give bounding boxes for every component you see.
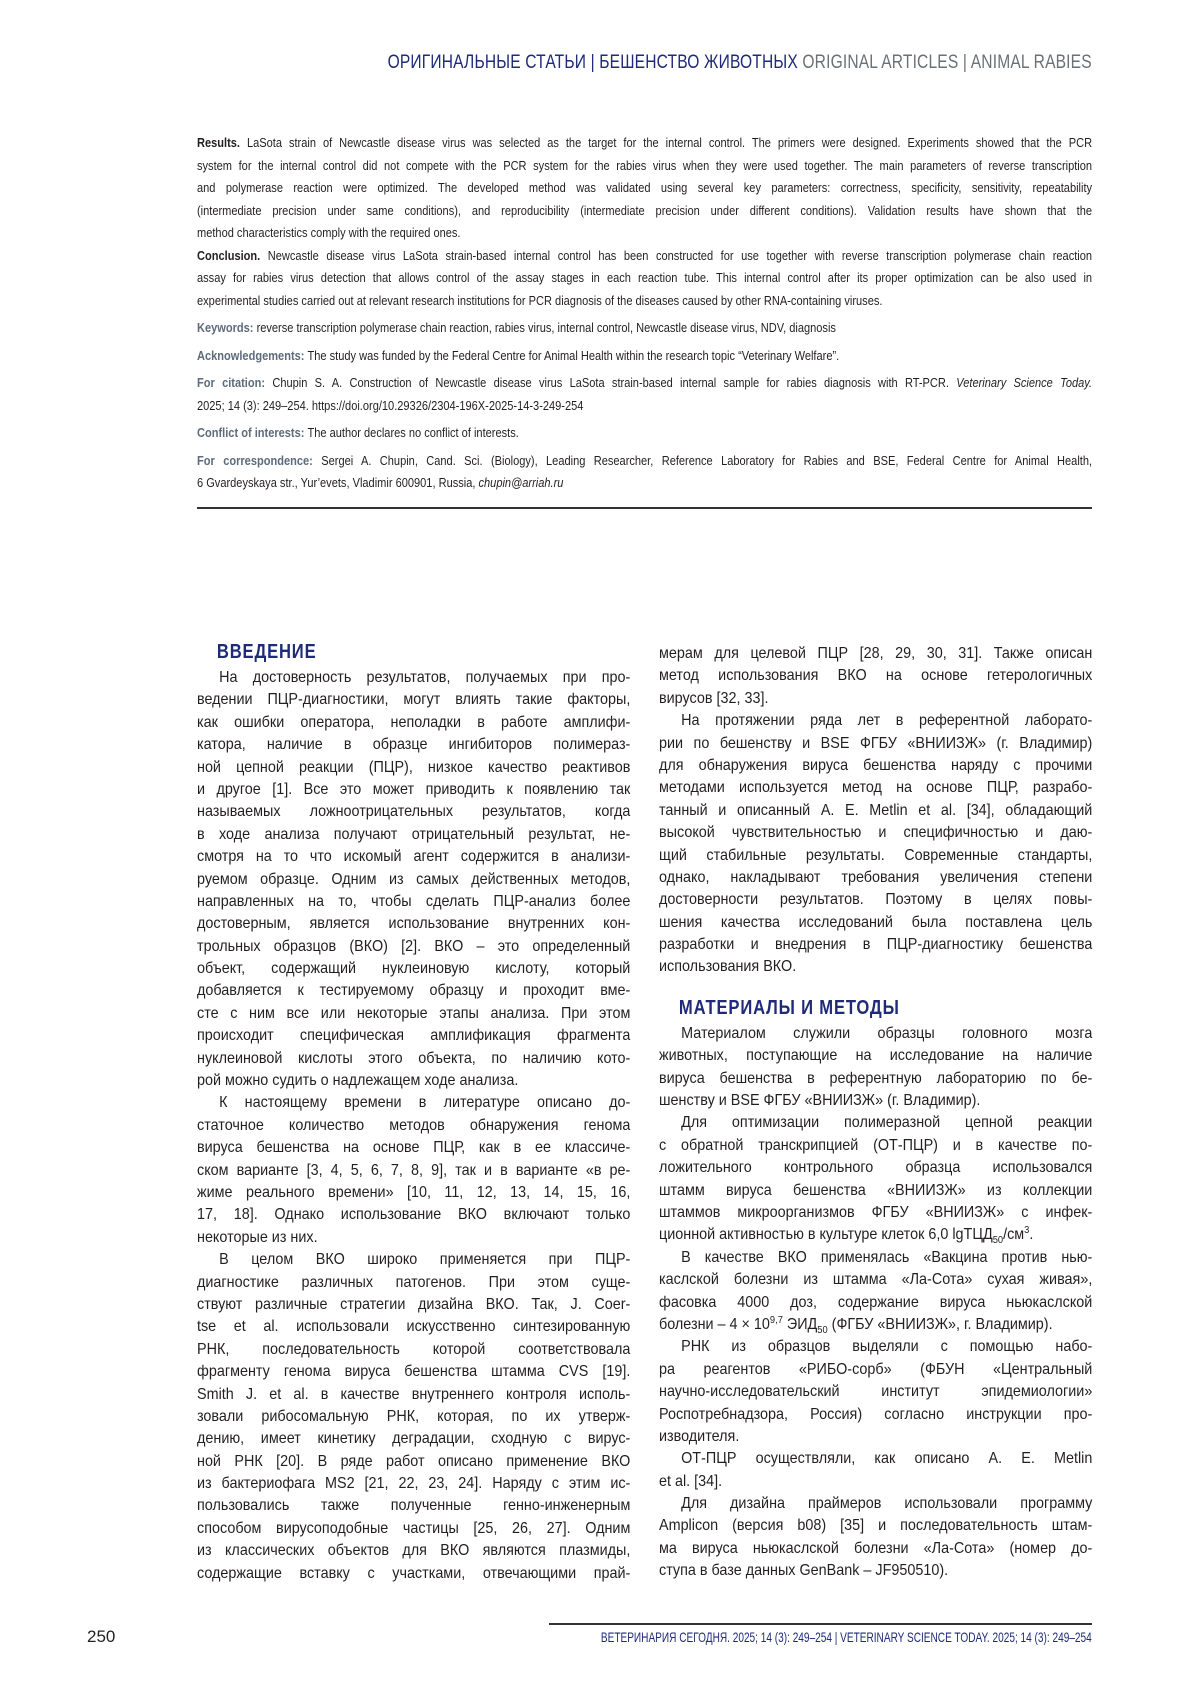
text-line: научно-исследовательский институт эпидемиологии» [659,1381,1092,1403]
text-segment: 50 [993,1235,1003,1246]
text-line: штамм вируса бешенства «ВНИИЗЖ» из коллекции [659,1180,1092,1202]
text-segment: 3 [1024,1225,1029,1236]
text-line: зовали рибосомальную РНК, которая, по их утверж- [197,1406,630,1428]
abstract-line: (intermediate precision under same conditions), and reproducibility (intermediate precision under different conditions). Validation results have shown that the [197,200,1092,223]
text-line: разработки и внедрения в ПЦР-диагностику бешенства [659,934,1092,956]
text-line: из классических объектов для ВКО являются плазмиды, [197,1540,630,1562]
text-line: вируса бешенства на основе ПЦР, как в ее классиче- [197,1137,630,1159]
text-line: ной РНК [20]. В ряде работ описано применение ВКО [197,1451,630,1473]
text-line: мерам для целевой ПЦР [28, 29, 30, 31]. Также описан [659,643,1092,665]
section-label: Conflict of interests: [197,425,308,440]
text-line: На протяжении ряда лет в референтной лаборато- [659,710,1092,732]
text-line: смотря на то что искомый агент содержится в анализи- [197,846,630,868]
text-line: происходит специфическая амплификация фрагмента [197,1025,630,1047]
text-line: пользовались также полученные генно-инженерным [197,1495,630,1517]
text-line: для обнаружения вируса бешенства наряду с прочими [659,755,1092,777]
running-header [388,52,1092,74]
text-line: объект, содержащий нуклеиновую кислоту, который [197,958,630,980]
text-line: руемом образце. Одним из самых действенных методов, [197,869,630,891]
text-line: из бактериофага MS2 [21, 22, 23, 24]. Наряду с этим ис- [197,1473,630,1495]
footer-divider [549,1623,1092,1625]
text-line: РНК из образцов выделяли с помощью набо- [659,1336,1092,1358]
text-line: ра реагентов «РИБО-сорб» (ФБУН «Центральный [659,1359,1092,1381]
section-heading: ВВЕДЕНИЕ [197,637,587,667]
text-line: изводителя. [659,1426,1092,1448]
text-line: 17, 18]. Однако использование ВКО включают только [197,1204,630,1226]
paragraph [659,1247,1092,1337]
text-line: В качестве ВКО применялась «Вакцина против нью- [659,1247,1092,1269]
text-line: вируса бешенства в референтную лабораторию по бе- [659,1068,1092,1090]
paragraph [659,710,1092,979]
text-line: рии по бешенству и BSE ФГБУ «ВНИИЗЖ» (г. Владимир) [659,733,1092,755]
text-line: каслской болезни из штамма «Ла-Сота» сухая живая», [659,1269,1092,1291]
text-line: способом вирусоподобные частицы [25, 26, 27]. Одним [197,1518,630,1540]
abstract-block [197,132,1092,495]
text-line: ском варианте [3, 4, 5, 6, 7, 8, 9], так и в варианте «в ре- [197,1160,630,1182]
text-line: метод использования ВКО на основе гетерологичных [659,665,1092,687]
text-line: ОТ-ПЦР осуществляли, как описано A. E. Metlin [659,1448,1092,1470]
text-line: трольных образцов (ВКО) [2]. ВКО – это определенный [197,936,630,958]
section-label: Results. [197,135,247,150]
text-line: шенству и BSE ФГБУ «ВНИИЗЖ» (г. Владимир). [659,1090,1092,1112]
text-segment: reverse transcription polymerase chain reaction, rabies virus, internal control, Newcastle disease virus, NDV, diagnosis [257,320,836,335]
right-column [659,643,1092,1583]
text-line: сте с ним все или некоторые этапы анализа. При этом [197,1003,630,1025]
abstract-paragraph [197,422,1092,445]
text-line: некоторые из них. [197,1227,630,1249]
text-line: В целом ВКО широко применяется при ПЦР- [197,1249,630,1271]
text-line: вирусов [32, 33]. [659,688,1092,710]
text-line: содержащие вставку с участками, отвечающими прай- [197,1563,630,1585]
text-line: жиме реального времени» [10, 11, 12, 13, 14, 15, 16, [197,1182,630,1204]
paragraph [659,1448,1092,1493]
text-segment: 9,7 [770,1315,783,1326]
text-line: штаммов микроорганизмов ФГБУ «ВНИИЗЖ» с инфек- [659,1202,1092,1224]
text-line: Для оптимизации полимеразной цепной реакции [659,1112,1092,1134]
text-line: ствуют различные стратегии дизайна ВКО. Так, J. Coer- [197,1294,630,1316]
text-line: животных, поступающие на исследование на наличие [659,1045,1092,1067]
journal-footer: ВЕТЕРИНАРИЯ СЕГОДНЯ. 2025; 14 (3): 249–254 | VETERINARY SCIENCE TODAY. 2025; 14 (3): 249–254 [601,1629,1092,1645]
abstract-line [197,245,1092,268]
text-line: Smith J. et al. в качестве внутреннего контроля исполь- [197,1384,630,1406]
abstract-paragraph [197,245,1092,313]
text-segment: Chupin S. A. Construction of Newcastle disease virus LaSota strain-based internal sample for rabies diagnosis with RT-PCR. [272,375,956,390]
text-line [659,1314,1092,1336]
text-line: однако, накладывают требования увеличения степени [659,867,1092,889]
text-segment: /см [1003,1226,1024,1243]
section-label: Acknowledgements: [197,348,308,363]
text-line: ной цепной реакции (ПЦР), низкое качество реактивов [197,757,630,779]
paragraph [659,1493,1092,1583]
text-line: К настоящему времени в литературе описано до- [197,1092,630,1114]
text-line: Роспотребнадзора, Россия) согласно инструкции про- [659,1404,1092,1426]
text-line: методами используется метод на основе ПЦР, разрабо- [659,777,1092,799]
text-line: в ходе анализа получают отрицательный результат, не- [197,824,630,846]
text-line: Материалом служили образцы головного мозга [659,1023,1092,1045]
text-segment: 50 [817,1325,827,1336]
abstract-line [197,317,1092,340]
text-segment: . [1029,1226,1033,1243]
text-line: катора, наличие в образце ингибиторов полимераз- [197,734,630,756]
abstract-line: assay for rabies virus detection that allows control of the assay stages in each reaction tube. This internal control after its proper optimization can be also used in [197,267,1092,290]
abstract-line: experimental studies carried out at relevant research institutions for PCR diagnosis of the diseases caused by other RNA-containing viruses. [197,290,1092,313]
section-label: Keywords: [197,320,257,335]
text-segment: ционной активностью в культуре клеток 6,0 lgТЦД [659,1226,993,1243]
section-heading: МАТЕРИАЛЫ И МЕТОДЫ [659,993,1049,1023]
text-line: дению, имеет кинетику деградации, сходную с вирус- [197,1428,630,1450]
text-line: фрагменту генома вируса бешенства штамма CVS [19]. [197,1361,630,1383]
abstract-line: system for the internal control did not compete with the PCR system for the rabies virus when they were used together. The main parameters of reverse transcription [197,155,1092,178]
text-line: танный и описанный A. E. Metlin et al. [34], обладающий [659,800,1092,822]
text-line: нуклеиновой кислоты этого объекта, по наличию кото- [197,1048,630,1070]
text-line: фасовка 4000 доз, содержание вируса ньюкаслской [659,1292,1092,1314]
paragraph [659,1336,1092,1448]
abstract-line: method characteristics comply with the required ones. [197,222,1092,245]
text-line: с обратной транскрипцией (ОТ-ПЦР) и в качестве по- [659,1135,1092,1157]
text-line [659,1224,1092,1246]
text-line: Для дизайна праймеров использовали программу [659,1493,1092,1515]
abstract-line [197,132,1092,155]
abstract-paragraph [197,132,1092,245]
text-line: высокой чувствительностью и специфичностью и даю- [659,822,1092,844]
page-number: 250 [87,1627,115,1647]
text-segment: Newcastle disease virus LaSota strain-based internal control has been constructed for use together with reverse transcription polymerase chain reaction [268,248,1092,263]
abstract-line [197,422,1092,445]
text-line: et al. [34]. [659,1471,1092,1493]
text-line: РНК, последовательность которой соответствовала [197,1339,630,1361]
abstract-line [197,345,1092,368]
text-line: использования ВКО. [659,956,1092,978]
paragraph [659,643,1092,710]
text-line: tse et al. использовали искусственно синтезированную [197,1316,630,1338]
text-line: ведении ПЦР-диагностики, могут влиять такие факторы, [197,689,630,711]
abstract-paragraph [197,317,1092,340]
text-line: ма вируса ньюкаслской болезни «Ла-Сота» (номер до- [659,1538,1092,1560]
abstract-line [197,450,1092,473]
text-segment: 6 Gvardeyskaya str., Yur’evets, Vladimir 600901, Russia, [197,475,479,490]
text-line: На достоверность результатов, получаемых при про- [197,667,630,689]
text-line: как ошибки оператора, неполадки в работе амплифи- [197,712,630,734]
text-line: и другое [1]. Все это может приводить к появлению так [197,779,630,801]
paragraph [197,1249,630,1585]
text-segment: (ФГБУ «ВНИИЗЖ», г. Владимир). [828,1316,1053,1333]
paragraph [659,1023,1092,1113]
text-line: добавляется к тестируемому образцу и проходит вме- [197,980,630,1002]
text-line: ступа в базе данных GenBank – JF950510). [659,1560,1092,1582]
abstract-line [197,372,1092,395]
text-line: называемых ложноотрицательных результатов, когда [197,801,630,823]
running-header-en: ORIGINAL ARTICLES | ANIMAL RABIES [803,52,1092,73]
running-header-ru: ОРИГИНАЛЬНЫЕ СТАТЬИ | БЕШЕНСТВО ЖИВОТНЫХ [388,52,798,73]
text-segment: ЭИД [783,1316,817,1333]
section-label: For citation: [197,375,272,390]
text-segment: The study was funded by the Federal Centre for Animal Health within the research topic “Veterinary Welfare”. [308,348,840,363]
paragraph [197,1092,630,1249]
abstract-line: 2025; 14 (3): 249–254. https://doi.org/10.29326/2304-196X-2025-14-3-249-254 [197,395,1092,418]
paragraph [659,1112,1092,1246]
text-line: направленных на то, чтобы сделать ПЦР-анализ более [197,891,630,913]
text-line: ложительного контрольного образца использовался [659,1157,1092,1179]
paragraph [197,667,630,1092]
text-line: Amplicon (версия b08) [35] и последовательность штам- [659,1515,1092,1537]
abstract-line: and polymerase reaction were optimized. The developed method was validated using several key parameters: correctness, specificity, sensitivity, repeatability [197,177,1092,200]
text-line: достоверности результатов. Поэтому в целях повы- [659,889,1092,911]
text-segment: chupin@arriah.ru [479,475,564,490]
text-segment: болезни – 4 × 10 [659,1316,770,1333]
abstract-paragraph [197,450,1092,495]
text-line: статочное количество методов обнаружения генома [197,1115,630,1137]
text-segment: LaSota strain of Newcastle disease virus was selected as the target for the internal control. The primers were designed. Experiments showed that the PCR [247,135,1092,150]
text-segment: Sergei A. Chupin, Cand. Sci. (Biology), Leading Researcher, Reference Laboratory for Rabies and BSE, Federal Centre for Animal Health, [321,453,1092,468]
left-column [197,637,630,1585]
abstract-line [197,472,1092,495]
text-line: достоверным, является использование внутренних кон- [197,913,630,935]
section-label: For correspondence: [197,453,321,468]
section-label: Conclusion. [197,248,268,263]
text-line: рой можно судить о надлежащем ходе анализа. [197,1070,630,1092]
abstract-paragraph [197,345,1092,368]
text-segment: Veterinary Science Today. [956,375,1092,390]
abstract-divider [197,507,1092,509]
text-segment: The author declares no conflict of interests. [308,425,519,440]
text-line: диагностике различных патогенов. При этом суще- [197,1272,630,1294]
abstract-paragraph [197,372,1092,417]
text-line: щий стабильные результаты. Современные стандарты, [659,845,1092,867]
text-line: шения качества исследований была поставлена цель [659,912,1092,934]
